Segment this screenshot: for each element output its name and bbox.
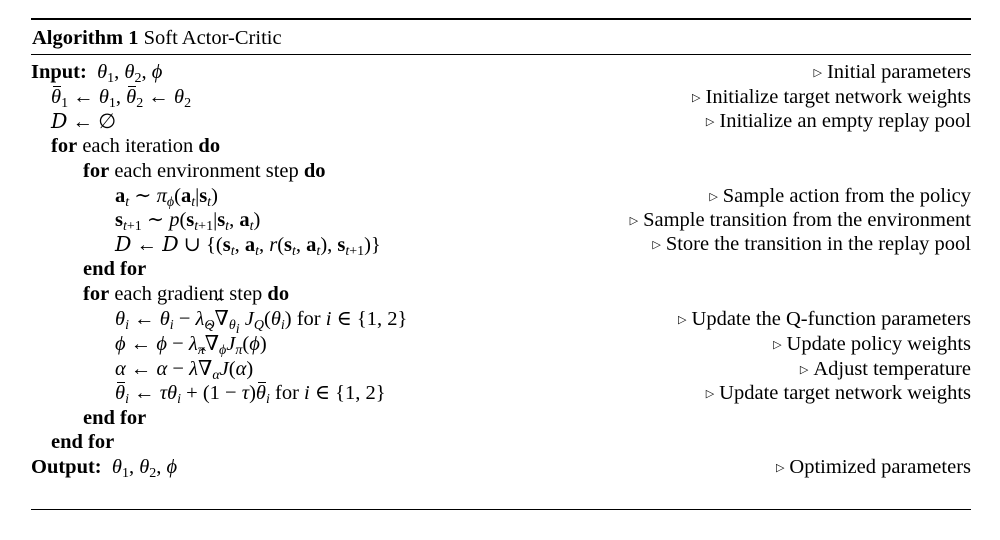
algorithm-title: Soft Actor-Critic	[143, 27, 282, 49]
comment-init-replay-pool: ▷ Initialize an empty replay pool	[705, 110, 971, 132]
comment-triangle-icon: ▷	[678, 313, 687, 326]
init-target-statement: $\theta_1$ ← $\theta_1$, $\theta_2$ ← $\theta_2$	[51, 86, 192, 111]
algo-line-update-q	[31, 307, 971, 337]
output-keyword: Output:	[31, 456, 102, 478]
algo-line-for-env-step	[31, 159, 971, 183]
adjust-temperature-statement: α ← α − λˆ $\nabla_\alpha J(\alpha)$	[115, 357, 253, 381]
comment-initial-parameters: ▷ Initial parameters	[813, 61, 971, 83]
comment-triangle-icon: ▷	[813, 66, 822, 79]
comment-triangle-icon: ▷	[775, 461, 785, 474]
algo-line-end-for-gradient	[31, 406, 971, 430]
input-statement: Input: $\theta_1$, $\theta_2$, ϕ	[31, 61, 163, 86]
for-env-step-statement: for each environment step do	[83, 160, 326, 182]
comment-triangle-icon: ▷	[629, 214, 639, 227]
algorithm-caption	[32, 26, 282, 50]
comment-sample-transition: ▷ Sample transition from the environment	[629, 209, 971, 231]
update-policy-statement: ϕ ← $\phi - \lambda_\pi ˆ$ $\nabla_\phi J_\pi(\phi)$	[115, 332, 267, 356]
update-q-statement: $\theta_i$ ← $\theta_i$ − $\lambda_Qˆ$ $\nabla_{\theta_i}$ $J_Q(\theta_i)$ for i ∈ {1, 2}	[115, 307, 407, 331]
comment-sample-action: ▷ Sample action from the policy	[709, 185, 971, 207]
comment-update-policy-weights: ▷ Update policy weights	[773, 333, 971, 355]
store-transition-statement: D ← D ∪ {($s_t$, $a_t$, $r(s_t$, $a_t$), $s_{t+1}$)}	[115, 232, 381, 259]
algo-line-adjust-temperature	[31, 357, 971, 381]
algo-line-store-transition	[31, 232, 971, 259]
algo-line-for-iteration	[31, 134, 971, 158]
comment-update-target-weights: ▷ Update target network weights	[705, 382, 971, 404]
comment-triangle-icon: ▷	[705, 115, 715, 128]
comment-triangle-icon: ▷	[709, 190, 718, 203]
comment-store-transition: ▷ Store the transition in the replay pool	[652, 233, 971, 255]
algo-line-sample-transition	[31, 208, 971, 232]
end-for-gradient-keyword: end for	[83, 407, 147, 429]
output-statement: Output: $\theta_1$, $\theta_2$, ϕ	[31, 456, 178, 481]
for-gradient-step-statement: for each gradient step do	[83, 283, 290, 305]
comment-triangle-icon: ▷	[773, 338, 782, 351]
sample-action-statement: $a_t$ ∼ $\pi_\phi(a_t|s_t)$	[115, 185, 218, 210]
comment-update-q-parameters: ▷ Update the Q-function parameters	[678, 308, 971, 330]
caption-rule	[31, 54, 971, 55]
sample-transition-statement: $s_{t+1}$ ∼ $p(s_{t+1}|s_t$, $a_t$)	[115, 209, 261, 234]
algo-line-update-target	[31, 381, 971, 405]
algo-line-for-gradient-step	[31, 282, 971, 306]
comment-triangle-icon: ▷	[705, 387, 715, 400]
algo-line-update-policy	[31, 332, 971, 356]
algo-line-init-pool	[31, 109, 971, 133]
comment-init-target-weights: ▷ Initialize target network weights	[692, 86, 971, 108]
for-iteration-statement: for each iteration do	[51, 135, 221, 157]
comment-triangle-icon: ▷	[652, 238, 661, 251]
end-for-env-keyword: end for	[83, 258, 147, 280]
comment-triangle-icon: ▷	[692, 91, 701, 104]
end-for-iteration-keyword: end for	[51, 431, 115, 453]
algorithm-block	[31, 18, 971, 510]
input-keyword: Input:	[31, 61, 87, 83]
algo-line-sample-action	[31, 184, 971, 208]
comment-triangle-icon: ▷	[799, 363, 809, 376]
algo-line-init-target	[31, 85, 971, 109]
bottom-rule	[31, 509, 971, 510]
init-pool-statement: D ← ∅	[51, 109, 117, 133]
algo-line-output	[31, 455, 971, 479]
top-rule	[31, 18, 971, 20]
algo-line-input	[31, 60, 971, 84]
algo-line-end-for-env	[31, 257, 971, 281]
update-target-statement: $\theta_i$ ← $\tau\theta_i + (1 - \tau)\theta_i$ for i ∈ {1, 2}	[115, 382, 386, 407]
comment-adjust-temperature: ▷ Adjust temperature	[799, 358, 971, 380]
comment-optimized-parameters: ▷ Optimized parameters	[775, 456, 971, 478]
algorithm-label: Algorithm 1	[32, 27, 139, 49]
algo-line-end-for-iteration	[31, 430, 971, 454]
